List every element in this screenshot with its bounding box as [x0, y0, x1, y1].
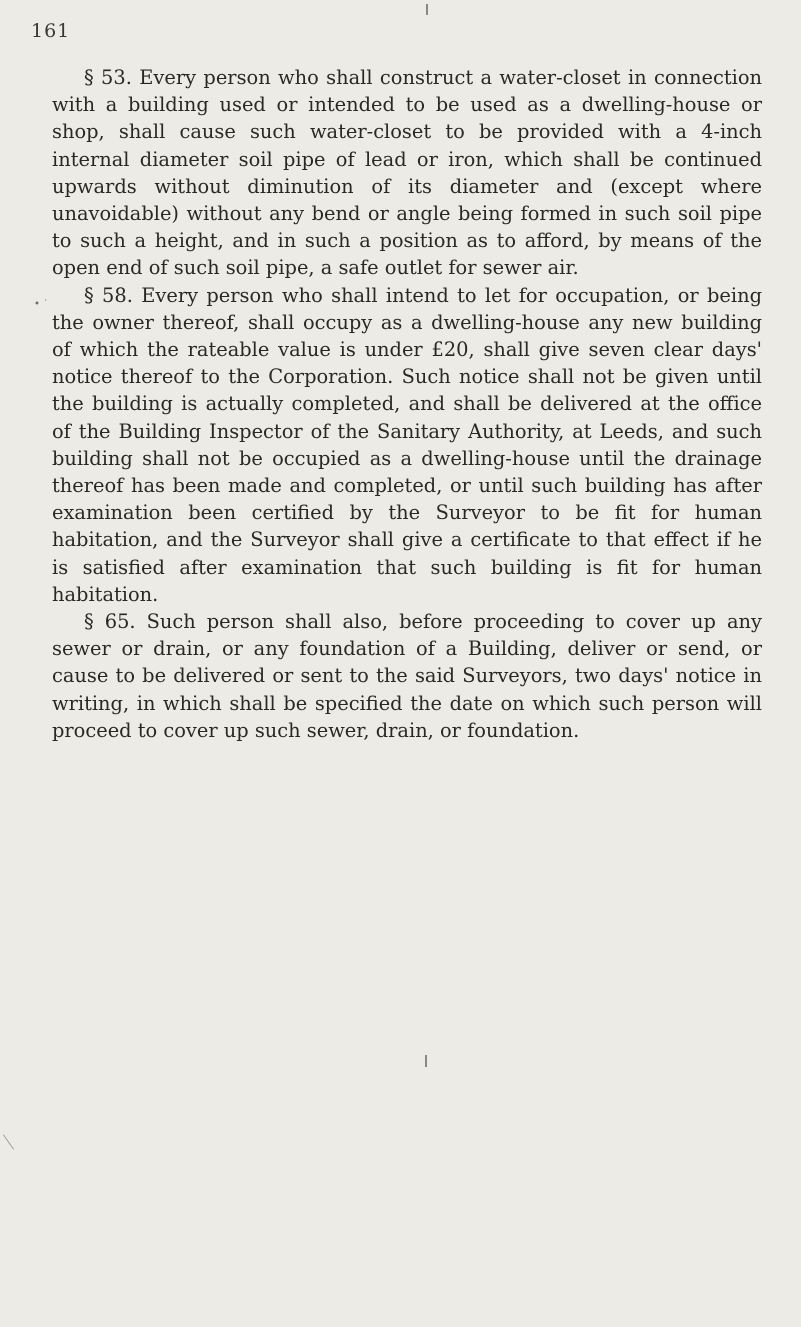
- stray-mark-bottom: [425, 1055, 427, 1067]
- paragraph-section-58: § 58. Every person who shall intend to let for occupation, or being the owner thereof, shall occupy as a dwelling-house any new building of which the rateable value is under £20, shall give seven clear days' notice thereof to the Corporation. Such notice shall not be given until the building is actually completed, and shall be delivered at the office of the Building Inspector of the Sanitary Authority, at Leeds, and such building shall not be occupied as a dwelling-house until the drainage thereof has been made and completed, or until such building has after examination been certified by the Surveyor to be fit for human habitation, and the Surveyor shall give a certificate to that effect if he is satisfied after examination that such building is fit for human habitation.: [52, 283, 762, 606]
- page-number: 161: [31, 20, 71, 42]
- stray-mark-top: [426, 4, 428, 15]
- body-text: [52, 64, 762, 744]
- stray-mark-corner: [3, 1134, 14, 1149]
- stray-dots-margin: • ˙: [34, 299, 49, 310]
- paragraph-section-65: § 65. Such person shall also, before proceeding to cover up any sewer or drain, or any foundation of a Building, deliver or send, or cause to be delivered or sent to the said Surveyors, two days' notice in writing, in which shall be specified the date on which such person will proceed to cover up such sewer, drain, or foundation.: [52, 610, 762, 742]
- paragraph-section-53: § 53. Every person who shall construct a water-closet in connection with a building used or intended to be used as a dwelling-house or shop, shall cause such water-closet to be provided with a 4-inch internal diameter soil pipe of lead or iron, which shall be continued upwards without diminution of its diameter and (except where unavoidable) without any bend or angle being formed in such soil pipe to such a height, and in such a position as to afford, by means of the open end of such soil pipe, a safe outlet for sewer air.: [52, 66, 762, 280]
